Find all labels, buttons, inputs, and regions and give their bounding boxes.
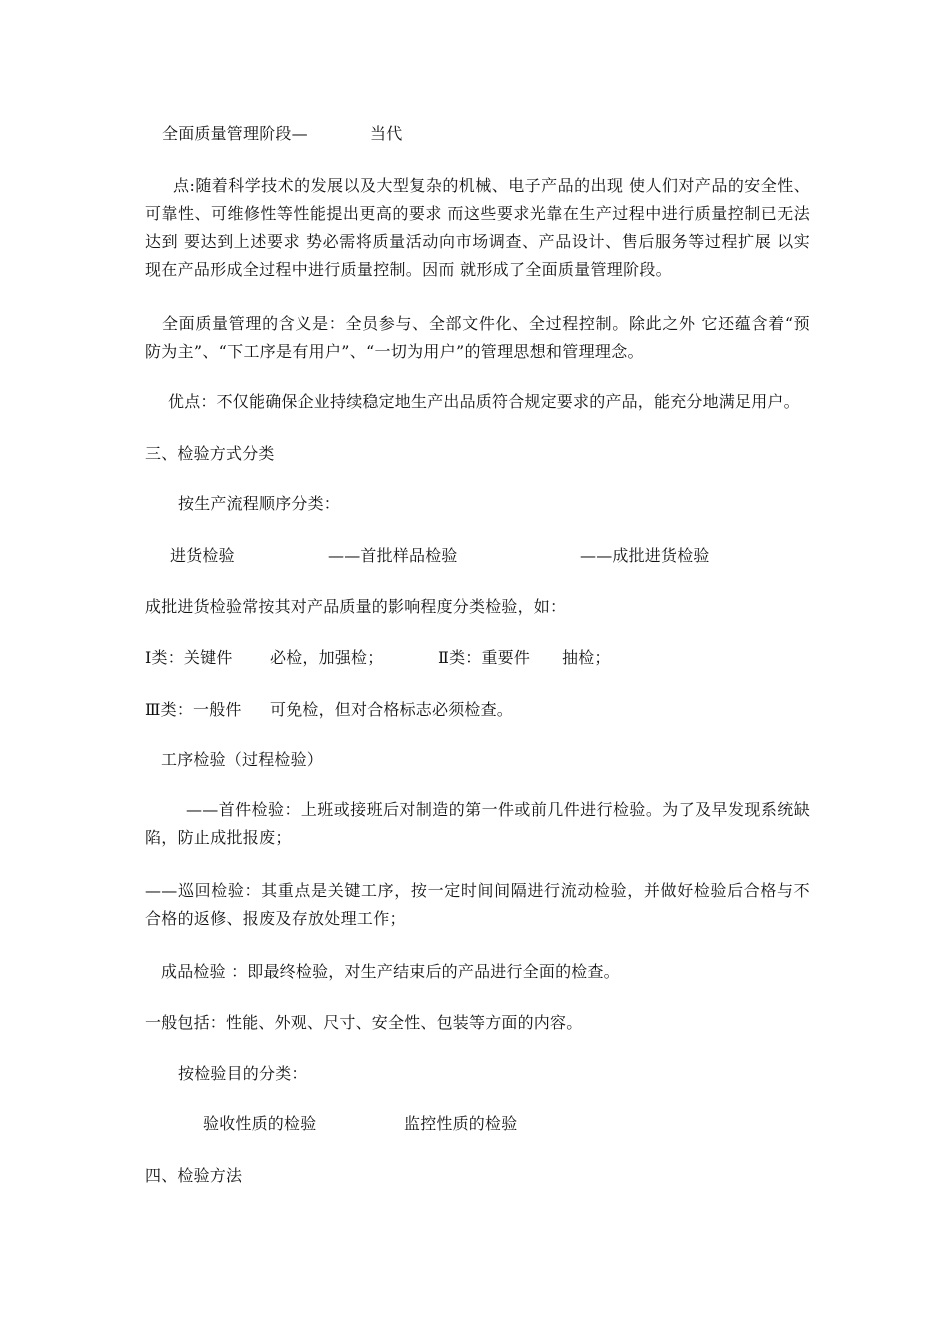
- patrol-inspection: ——巡回检验：其重点是关键工序，按一定时间间隔进行流动检验，并做好检验后合格与不合格的返修、报废及存放处理工作；: [145, 881, 810, 928]
- class-three-rule: 可免检，但对合格标志必须检查。: [270, 700, 514, 719]
- batch-note: 成批进货检验常按其对产品质量的影响程度分类检验，如：: [145, 597, 567, 616]
- class-two-rule: 抽检；: [562, 648, 611, 667]
- class-one-name: Ⅰ类：关键件: [145, 648, 233, 667]
- class-three-name: Ⅲ类：一般件: [145, 700, 242, 719]
- by-process-heading: 按生产流程顺序分类：: [178, 494, 341, 513]
- monitoring-inspection: 监控性质的检验: [404, 1114, 518, 1133]
- class-one-rule: 必检，加强检；: [270, 648, 384, 667]
- stage-era: 当代: [370, 124, 403, 143]
- acceptance-inspection: 验收性质的检验: [203, 1114, 317, 1133]
- general-contents: 一般包括：性能、外观、尺寸、安全性、包装等方面的内容。: [145, 1013, 583, 1032]
- first-piece-inspection: ——首件检验：上班或接班后对制造的第一件或前几件进行检验。为了及早发现系统缺陷，防止成批报废；: [145, 800, 810, 847]
- stage-title: 全面质量管理阶段—: [162, 124, 308, 143]
- process-inspection-heading: 工序检验（过程检验）: [161, 750, 324, 769]
- class-two-name: Ⅱ类：重要件: [438, 648, 531, 667]
- flow-incoming-inspection: 进货检验: [170, 546, 235, 565]
- flow-batch-incoming-inspection: ——成批进货检验: [580, 546, 710, 565]
- by-purpose-heading: 按检验目的分类：: [178, 1064, 308, 1083]
- section-four-heading: 四、检验方法: [145, 1166, 243, 1185]
- advantages-paragraph: 优点：不仅能确保企业持续稳定地生产出品质符合规定要求的产品，能充分地满足用户。: [168, 392, 800, 411]
- tqm-meaning-paragraph: 全面质量管理的含义是：全员参与、全部文件化、全过程控制。除此之外 它还蕴含着“预防为主”、“下工序是有用户”、“一切为用户”的管理思想和管理理念。: [145, 314, 810, 361]
- stage-features-paragraph: 点:随着科学技术的发展以及大型复杂的机械、电子产品的出现 使人们对产品的安全性、可靠性、可维修性等性能提出更高的要求 而这些要求光靠在生产过程中进行质量控制已无法达到 要达到上述要求 势必需将质量活动向市场调查、产品设计、售后服务等过程扩展 以实现在产品形成全过程中进行质量控制。因而 就形成了全面质量管理阶段。: [145, 176, 810, 279]
- final-inspection: 成品检验 ：即最终检验，对生产结束后的产品进行全面的检查。: [161, 962, 620, 981]
- section-three-heading: 三、检验方式分类: [145, 444, 275, 463]
- flow-first-sample-inspection: ——首批样品检验: [328, 546, 458, 565]
